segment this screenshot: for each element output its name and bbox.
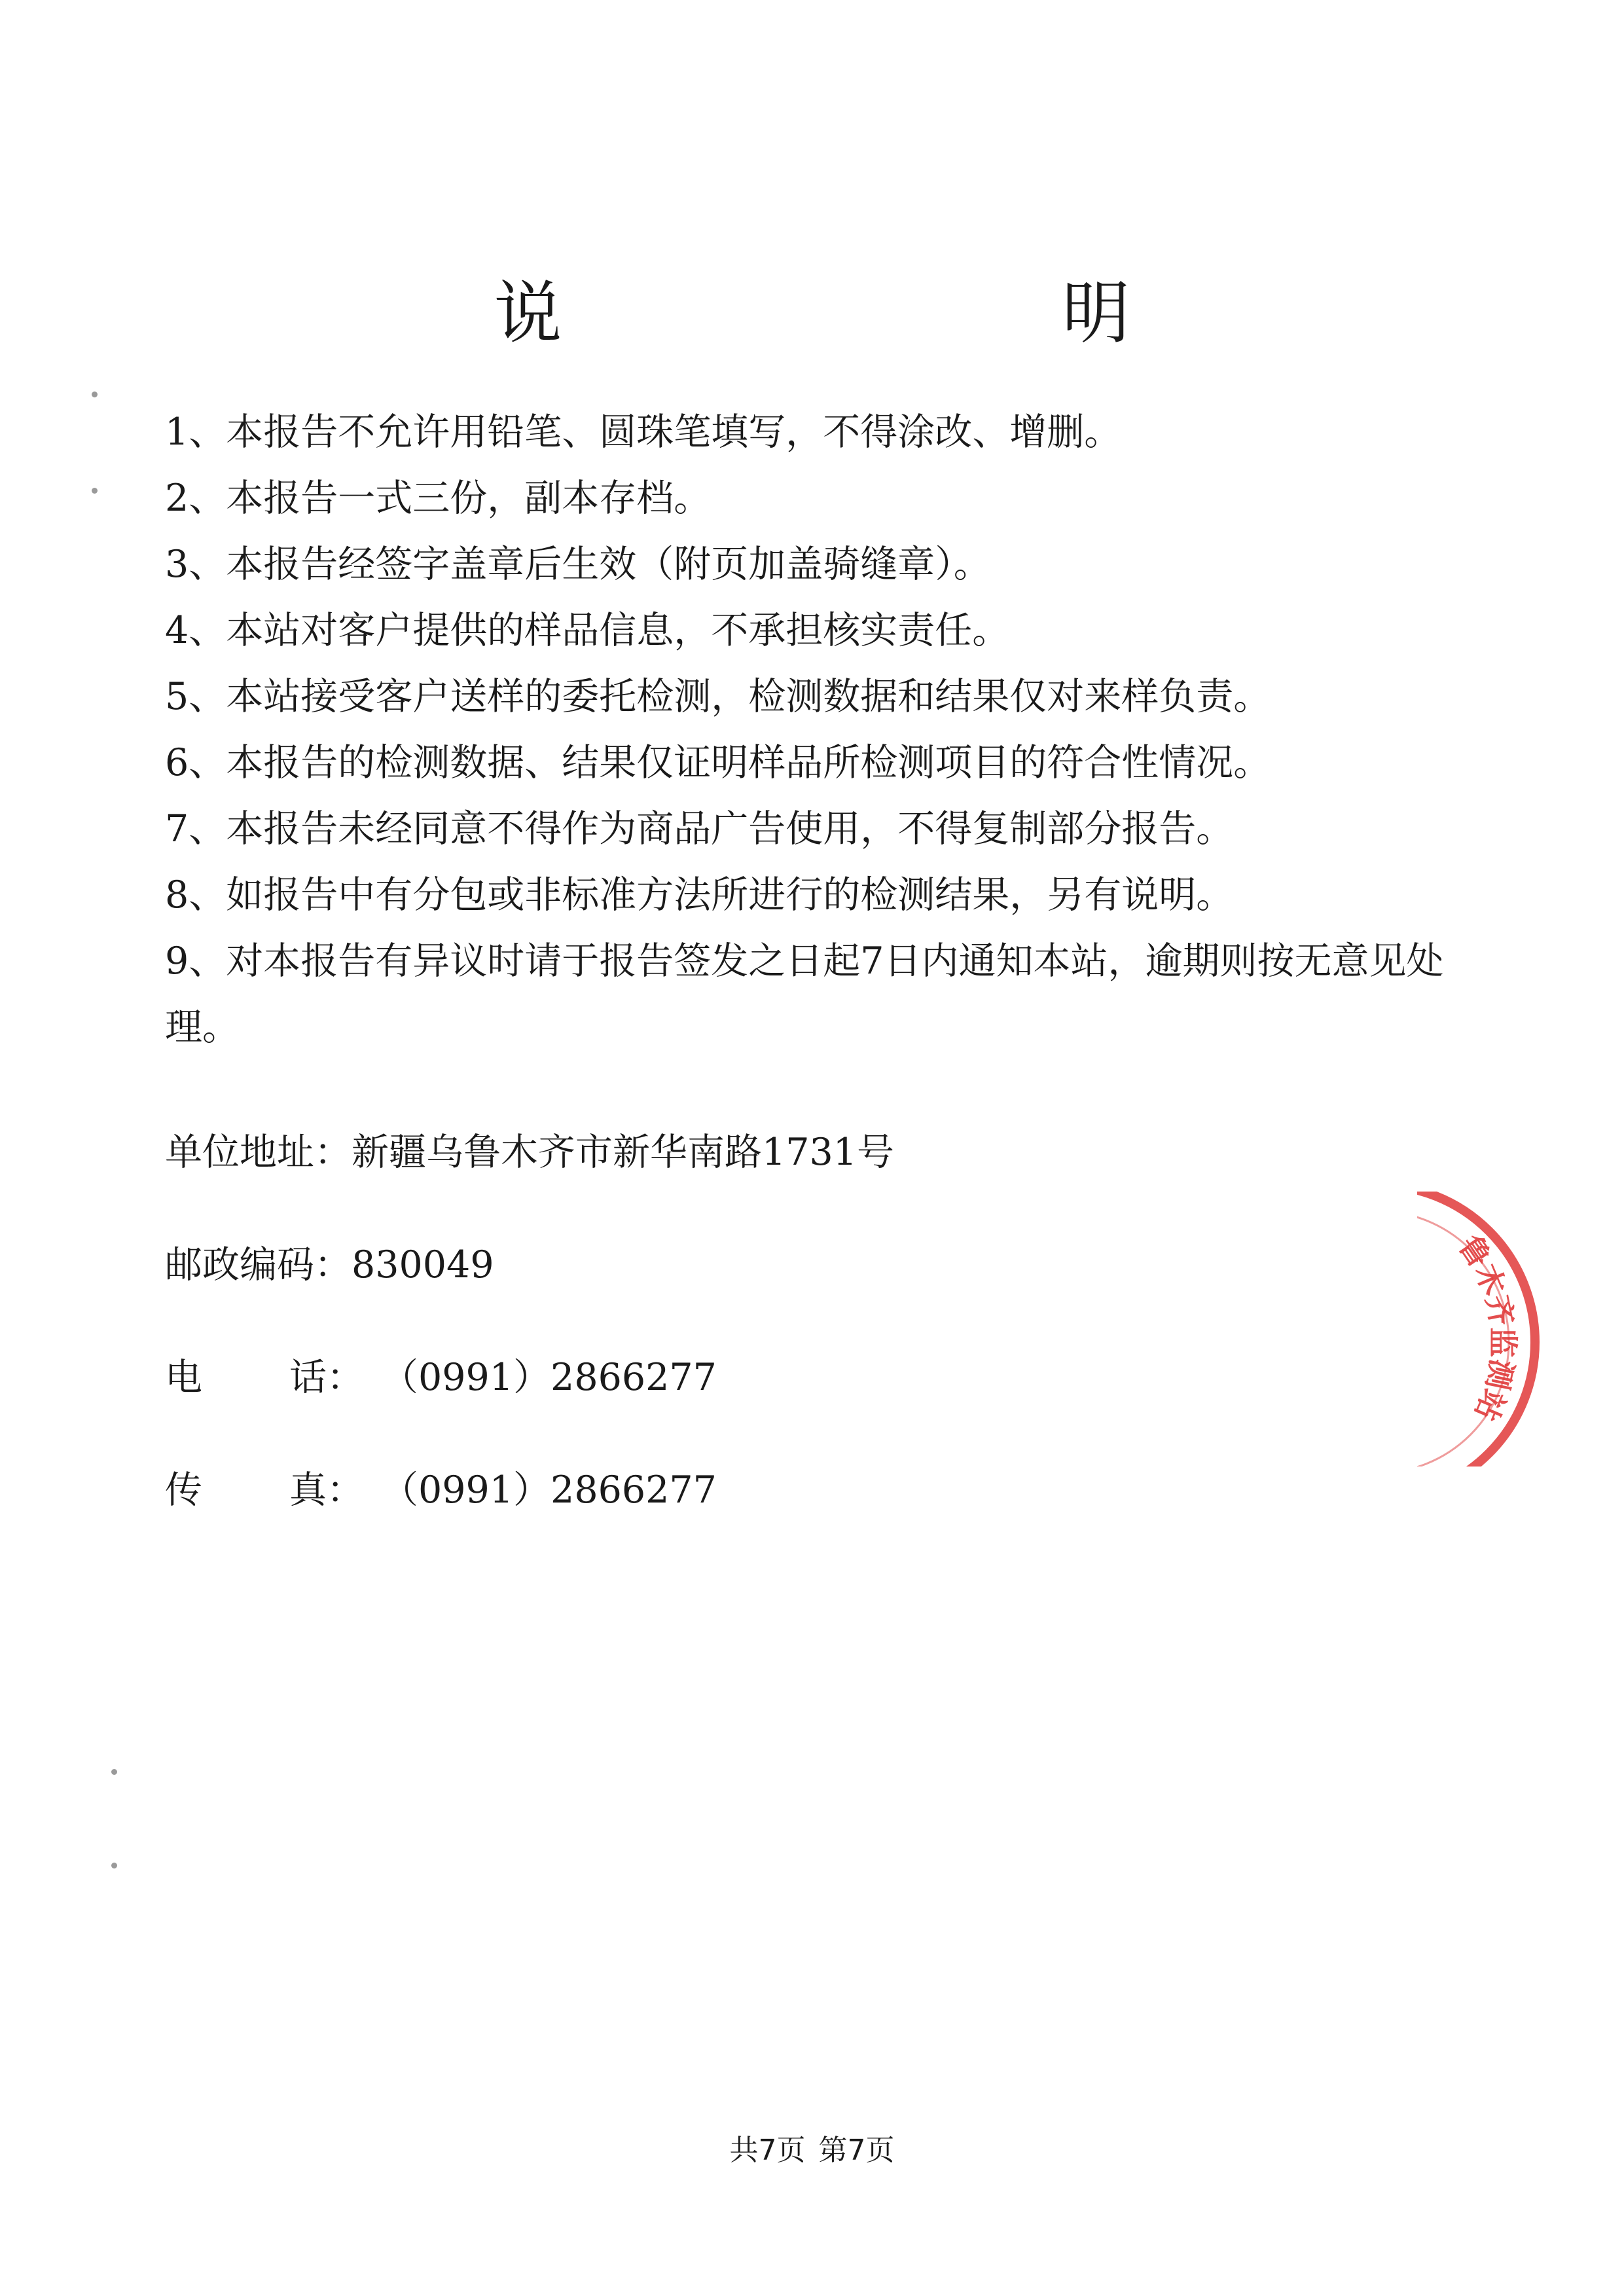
note-item: 1、本报告不允许用铅笔、圆珠笔填写，不得涂改、增删。 [165, 410, 1122, 454]
seal-text: 鲁木齐监测站 [1451, 1229, 1521, 1426]
page-title: 说 明 [494, 273, 1346, 353]
postcode-label: 邮政编码： [165, 1243, 352, 1286]
fax-row [165, 1457, 1409, 1570]
note-item: 4、本站对客户提供的样品信息，不承担核实责任。 [165, 609, 1010, 652]
fax-label-part: 真： [289, 1468, 364, 1512]
scan-speck [92, 392, 98, 397]
fax-label [165, 1457, 381, 1523]
postcode-row [165, 1232, 1409, 1345]
scan-speck [111, 1769, 117, 1775]
notes-list [165, 399, 1474, 1061]
address-label: 单位地址： [165, 1131, 352, 1174]
note-item: 9、对本报告有异议时请于报告签发之日起7日内通知本站，逾期则按无意见处理。 [165, 939, 1444, 1049]
phone-label-part: 电 [165, 1356, 202, 1399]
current-page: 第7页 [818, 2134, 895, 2167]
note-item: 3、本报告经签字盖章后生效（附页加盖骑缝章）。 [165, 543, 991, 586]
note-item: 8、如报告中有分包或非标准方法所进行的检测结果，另有说明。 [165, 873, 1234, 917]
fax-value: （0991）2866277 [381, 1468, 717, 1512]
page-footer [0, 2131, 1624, 2170]
fax-label-part: 传 [165, 1468, 202, 1512]
phone-value: （0991）2866277 [381, 1356, 717, 1399]
seal-graphic [1417, 1192, 1624, 1467]
note-item: 5、本站接受客户送样的委托检测，检测数据和结果仅对来样负责。 [165, 675, 1271, 718]
note-item: 7、本报告未经同意不得作为商品广告使用，不得复制部分报告。 [165, 807, 1234, 850]
total-pages: 共7页 [729, 2134, 806, 2167]
phone-label [165, 1345, 381, 1410]
phone-label-part: 话： [289, 1356, 364, 1399]
note-item: 2、本报告一式三份，副本存档。 [165, 477, 712, 520]
address-value: 新疆乌鲁木齐市新华南路1731号 [352, 1131, 895, 1174]
phone-row [165, 1345, 1409, 1457]
scan-speck [111, 1863, 117, 1868]
contact-info [165, 1120, 1409, 1570]
official-seal-stamp [1417, 1192, 1624, 1467]
postcode-value: 830049 [352, 1243, 494, 1286]
address-row [165, 1120, 1409, 1232]
note-item: 6、本报告的检测数据、结果仅证明样品所检测项目的符合性情况。 [165, 741, 1271, 784]
scan-speck [92, 488, 98, 494]
